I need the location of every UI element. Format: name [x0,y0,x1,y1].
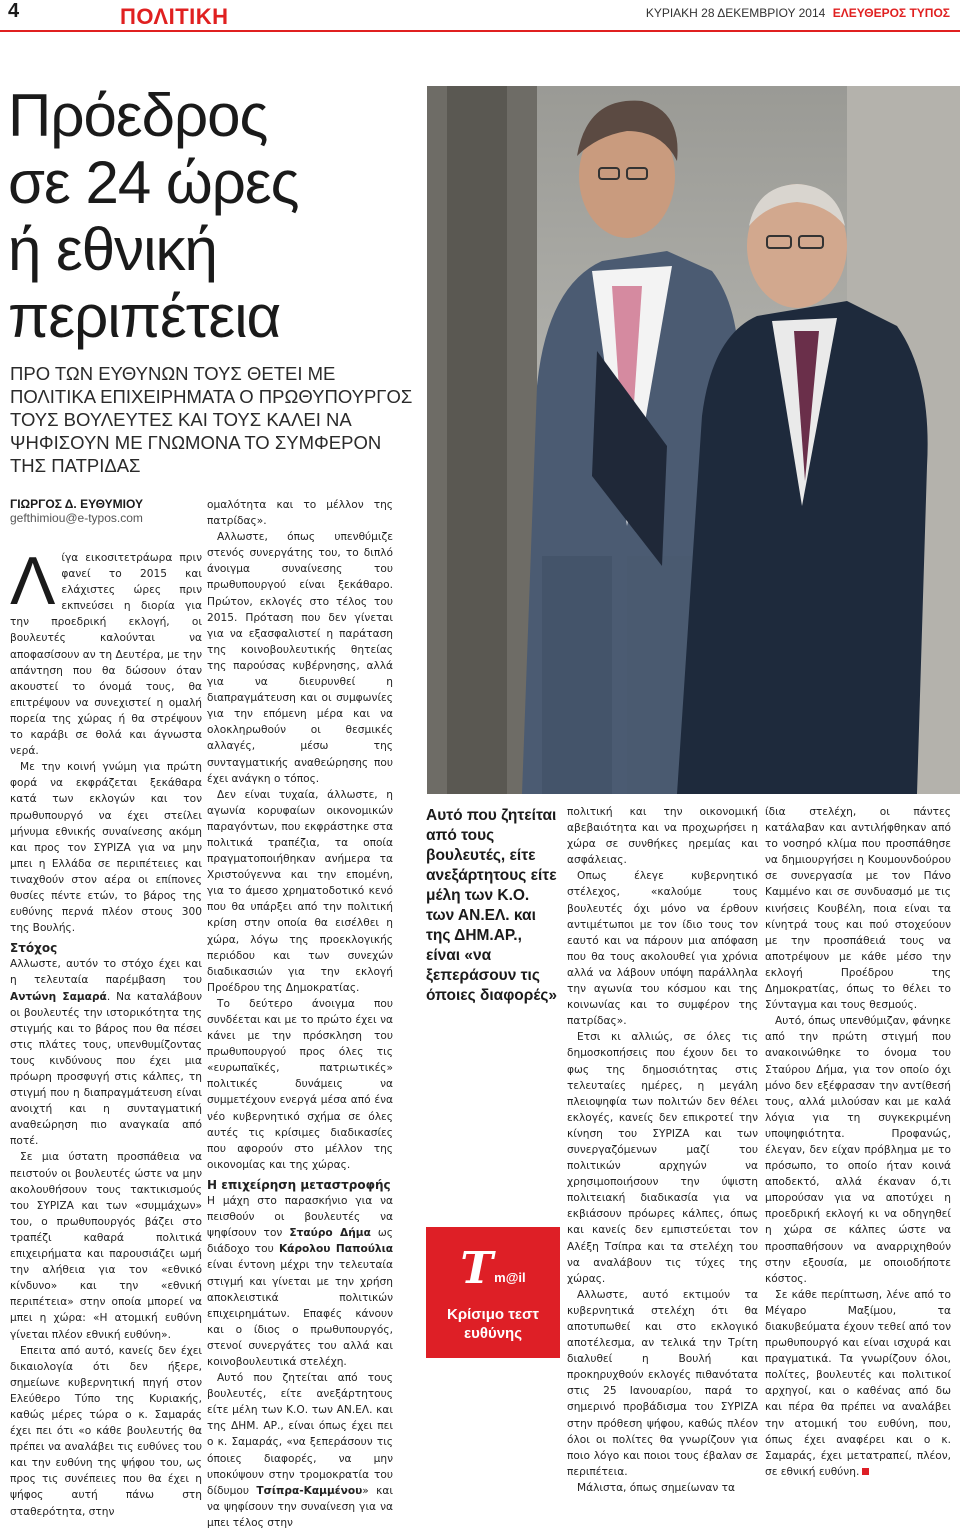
text-run: είναι έντονη μέχρι την τελευταία στιγμή και γίνεται με την χρήση αποκλειστικά πολιτικών επιχειρημάτων. Επαφές κάνουν και ο ίδιος ο πρωθυπουργός, στενοί συνεργάτες του αλλά και κοινοβουλευτικά στελέχη. [207,1259,393,1368]
tmail-box [426,1227,560,1358]
paragraph: Αλλωστε, αυτό εκτιμούν τα κυβερνητικά στελέχη ότι θα αποτυπωθεί και στο εκλογικό αποτέλεσμα, αν τελικά την Τρίτη διαλυθεί η Βουλή και προκηρυχθούν εκλογές πιθανότατα στις 25 Ιανουαρίου, παρά το σημερινό προβάδισμα του ΣΥΡΙΖΑ στην πρόθεση ψήφου, καθώς πλέον όλοι οι πολίτες θα γνωρίζουν για ποιο λόγο και ποιοι τους έβαλαν σε περιπέτεια. [567,1288,758,1478]
paragraph [207,1193,393,1370]
byline-email[interactable]: gefthimiou@e-typos.com [10,511,143,525]
paragraph: Αλλωστε, όπως υπενθύμιζε στενός συνεργάτης του, το διπλό άνοιγμα συναίνεσης του πρωθυπουργού είναι ξεκάθαρο. Πρώτον, εκλογές στο τέλος του 2015. Πρόταση που δεν γίνεται για να εξασφαλιστεί η παράταση της κοινοβουλευτικής θητείας της παρούσας κυβέρνησης, αλλά για να διευρυνθεί η διαπραγμάτευση και οι συμφωνίες για την επόμενη μέρα και να ολοκληρωθούν οι θεσμικές αλλαγές, μέσω της συνταγματικής αναθεώρησης που έχει ανάγκη ο τόπος. [207,531,393,785]
end-of-article-icon [862,1468,869,1475]
text-run: Η μάχη στο παρασκήνιο για να πεισθούν οι βουλευτές να ψηφίσουν τον [207,1195,393,1240]
headline-line: περιπέτεια [8,283,281,350]
paragraph: Σε μια ύστατη προσπάθεια να πειστούν οι βουλευτές ώστε να μην ακολουθήσουν τους τακτικισμούς του ΣΥΡΙΖΑ και των «συμμάχων» του, ο πρωθυπουργός βάζει στο τραπέζι καθαρά πολιτικά επιχειρήματα και παρουσιάζει ωμή την αλήθεια για τον «εθνικό κίνδυνο» και την «εθνική περιπέτεια» στην οποία μπορεί να μπει η χώρα: «Η ατομική ευθύνη γίνεται πλέον εθνική ευθύνη». [10,1151,202,1341]
paragraph: Ετσι κι αλλιώς, σε όλες τις δημοσκοπήσεις που έχουν δει το φως της δημοσιότητας στις τελευταίες ημέρες, η μεγάλη πλειοψηφία των πολιτών δεν θέλει εκλογές, κανείς δεν επικροτεί την κίνηση του ΣΥΡΙΖΑ και των συνεργαζόμενων μαζί του πολιτικών αρχηγών να χρησιμοποιήσουν την ύψιστη πολιτειακή διαδικασία για να εκβιάσουν πρόωρες κάλπες, όπως και κανείς δεν εμπιστεύεται τον Αλέξη Τσίπρα και τα στελέχη του να αναλάβουν τις τύχες της χώρας. [567,1031,758,1285]
headline-line: σε 24 ώρες [8,149,299,216]
article-column-2 [207,497,393,1531]
paragraph: πολιτική και την οικονομική αβεβαιότητα και να προχωρήσει η χώρα σε συνθήκες ηρεμίας και ασφάλειας. [567,806,758,867]
text-run: Σε κάθε περίπτωση, λένε από το Μέγαρο Μαξίμου, τα διακυβεύματα έχουν τεθεί από τον πρωθυπουργό και είναι ισχυρά και πραγματικά. Τα γνωρίζουν όλοι, πολίτες, βουλευτές και πολιτικοί αρχηγοί, και ο καθένας από δω και πέρα θα πρέπει να αναλάβει την ατομική του ευθύνη, που, όπως έχει αναφέρει και ο κ. Σαμαράς, έχει μετατραπεί, πλέον, σε εθνική ευθύνη. [765,1288,951,1478]
bold-name: Κάρολου Παπούλια [278,1243,393,1256]
page-number: 4 [8,0,20,22]
paragraph: Το δεύτερο άνοιγμα που συνδέεται και με το πρώτο έχει να κάνει με την πρόσκληση του πρωθυπουργού προς όλες τις «ευρωπαϊκές, πατριωτικές» πολιτικές δυνάμεις να συμμετέχουν ενεργά μέσα από ένα νέο κυβερνητικό σχήμα σε όλες αυτές τις κρίσιμες διαδικασίες που αφορούν στο μέλλον της οικονομίας και της χώρας. [207,997,393,1171]
tmail-logo [426,1243,560,1294]
text-run: ως διάδοχο του [207,1227,393,1256]
paragraph [765,1287,951,1480]
text-run: Αυτό που ζητείται από τους βουλευτές, είτε ανεξάρτητους είτε μέλη των Κ.Ο. των ΑΝ.ΕΛ. και της ΔΗΜ. ΑΡ., είναι όπως έχει πει ο κ. Σαμαράς, «να ξεπεράσουν τις όποιες διαφορές, να μην υποκύψουν στην τρομοκρατία του δίδυμου [207,1372,393,1497]
paragraph: Με την κοινή γνώμη για πρώτη φορά να εκφράζεται ξεκάθαρα κατά των εκλογών και τον πρωθυπουργό να έχει στείλει μήνυμα εθνικής συναίνεσης ακόμη και προς τον ΣΥΡΙΖΑ για να μην μπει η Ελλάδα σε περιπέτειες και τιναχθούν στον αέρα οι επίπονες θυσίες πέντε ετών, το βάρος της ευθύνης περνά πλέον στους 300 της Βουλής. [10,761,202,935]
tmail-logo-t: T [460,1243,494,1294]
photo-illustration [427,86,960,794]
paragraph: ίδια στελέχη, οι πάντες κατάλαβαν και αντιλήφθηκαν από το νοσηρό κλίμα που προσπάθησε να δημιουργήσει η Κουμουνδούρου σε συνεργασία με τον Πάνο Καμμένο και σε συνδυασμό με τις κινήσεις Κουβέλη, ποια είναι τα κίνητρά τους και πού στοχεύουν με την προσπάθειά τους να αποτρέψουν με κάθε μέσο την εκλογή Προέδρου της Δημοκρατίας, όπως το θέλει το Σύνταγμα και τους θεσμούς. [765,806,951,1012]
dateline [646,6,950,20]
news-photo [427,86,960,794]
paragraph: Οπως έλεγε κυβερνητικό στέλεχος, «καλούμε τους βουλευτές όχι μόνο να έρθουν αντιμέτωποι με τον ίδιο τους τον εαυτό και να πάρουν μια απόφαση που θα τους ακολουθεί για χρόνια αλλά να λάβουν υπόψη παράλληλα την αγωνία του κόσμου και της κοινωνίας και το συμφέρον της πατρίδας». [567,870,758,1028]
tmail-logo-rest: m@il [494,1270,526,1285]
paragraph: Αυτό, όπως υπενθύμιζαν, φάνηκε από την πρώτη στιγμή που ανακοινώθηκε το όνομα του Σταύρου Δήμα, για τον οποίο όχι μόνο δεν εξέφρασαν την αντίθεσή τους, αλλά μιλούσαν και με καλά λόγια για τη συγκεκριμένη υποψηφιότητα. Προφανώς, έλεγαν, δεν είχαν πρόβλημα με το πρόσωπο, το οποίο ήταν κοινά αποδεκτό, αλλά έκαναν ό,τι μπορούσαν για να αποτύχει η προεδρική εκλογή κι να οδηγηθεί η χώρα σε κάλπες ώστε να προσπαθήσουν να αναρριχηθούν στην εξουσία, με οποιοδήποτε κόστος. [765,1015,951,1285]
text-run: Αλλωστε, αυτόν το στόχο έχει και η τελευταία παρέμβαση του [10,958,202,987]
tmail-caption: Κρίσιμο τεστ ευθύνης [447,1306,539,1342]
headline [8,82,418,350]
deck: ΠΡΟ ΤΩΝ ΕΥΘΥΝΩΝ ΤΟΥΣ ΘΕΤΕΙ ΜΕ ΠΟΛΙΤΙΚΑ ΕΠΙΧΕΙΡΗΜΑΤΑ Ο ΠΡΩΘΥΠΟΥΡΓΟΣ ΤΟΥΣ ΒΟΥΛΕΥΤΕΣ ΚΑΙ ΤΟΥΣ ΚΑΛΕΙ ΝΑ ΨΗΦΙΣΟΥΝ ΜΕ ΓΝΩΜΟΝΑ ΤΟ ΣΥΜΦΕΡΟΝ ΤΗΣ ΠΑΤΡΙΔΑΣ [10,363,413,476]
paragraph [207,1370,393,1531]
bold-name: Τσίπρα-Καμμένου [256,1484,363,1497]
paragraph [10,956,202,1149]
headline-line: Πρόεδρος [8,82,268,149]
header-rule [0,30,960,32]
article-column-5 [765,804,951,1480]
section-title: ΠΟΛΙΤΙΚΗ [120,4,229,29]
issue-date: ΚΥΡΙΑΚΗ 28 ΔΕΚΕΜΒΡΙΟΥ 2014 [645,6,826,20]
article-column-1 [10,543,203,1520]
publication-name: ΕΛΕΥΘΕΡΟΣ ΤΥΠΟΣ [832,6,950,20]
lead-paragraph [10,543,202,759]
pull-quote: Αυτό που ζητείται από τους βουλευτές, είτε ανεξάρτητους είτε μέλη των Κ.Ο. των ΑΝ.ΕΛ. και της ΔΗΜ.ΑΡ., είναι «να ξεπεράσουν τις όποιες διαφορές» [426,807,558,1004]
headline-line: ή εθνική [8,216,217,283]
paragraph: Επειτα από αυτό, κανείς δεν έχει δικαιολογία ότι δεν ήξερε, σημείωνε κυβερνητική πηγή στον Ελεύθερο Τύπο της Κυριακής, καθώς μέρες τώρα ο κ. Σαμαράς έχει πει ότι «ο κάθε βουλευτής θα πρέπει να αναλάβει τις ευθύνες του και την ευθύνη της ψήφου του, ως προς τις συνέπειες που θα έχει η ψήφος αυτή πάνω στη σταθερότητα, στην [10,1344,202,1518]
text-run: . Να καταλάβουν οι βουλευτές την ιστορικότητα της στιγμής και το βάρος που θα πέσει στις πλάτες τους, υπενθυμίζοντας τους κινδύνους που έχει μια πρόωρη προσφυγή στις κάλπες, τη στιγμή που η διαπραγμάτευση είναι ανοιχτή και η συνταγματική αναθεώρηση πιο αναγκαία από ποτέ. [10,990,203,1148]
article-column-4 [567,804,758,1496]
subheading: Στόχος [10,941,58,956]
paragraph: Δεν είναι τυχαία, άλλωστε, η αγωνία κορυφαίων οικονομικών παραγόντων, που εκφράστηκε στα πολιτικά τραπέζια, τα οποία πραγματοποιήθηκαν ανήμερα τα Χριστούγεννα και την επομένη, για το άμεσο χρηματοδοτικό κενό που θα υπάρξει από την πολιτική κρίση στην οποία θα εισέλθει η χώρα, λόγω της προεκλογικής περιόδου και των συνεχών διαδικασιών για την εκλογή Προέδρου της Δημοκρατίας. [207,788,393,994]
byline-author: ΓΙΩΡΓΟΣ Δ. ΕΥΘΥΜΙΟΥ [10,497,143,511]
paragraph: ομαλότητα και το μέλλον της πατρίδας». [207,499,393,528]
bold-name: Αντώνη Σαμαρά [10,990,107,1003]
paragraph: Μάλιστα, όπως σημείωναν τα [577,1481,736,1494]
lead-text: ίγα εικοσιτετράωρα πριν φανεί το 2015 και ελάχιστες ώρες πριν εκπνεύσει η διορία για την προεδρική εκλογή, οι βουλευτές καλούνται να αποφασίσουν αν τη Δευτέρα, με την απάντηση που θα δώσουν όταν ακουστεί το όνομά τους, θα επιτρέψουν να συνεχιστεί η ομαλή πορεία της χώρας ή θα στρέψουν το καράβι σε θολά και άγνωστα νερά. [10,552,202,758]
drop-cap: Λ [10,543,56,619]
bold-name: Σταύρο Δήμα [289,1227,371,1240]
subheading: Η επιχείρηση μεταστροφής [207,1177,391,1192]
text-run: » και να ψηφίσουν την συναίνεση για να μπει τέλος στην [207,1484,393,1529]
